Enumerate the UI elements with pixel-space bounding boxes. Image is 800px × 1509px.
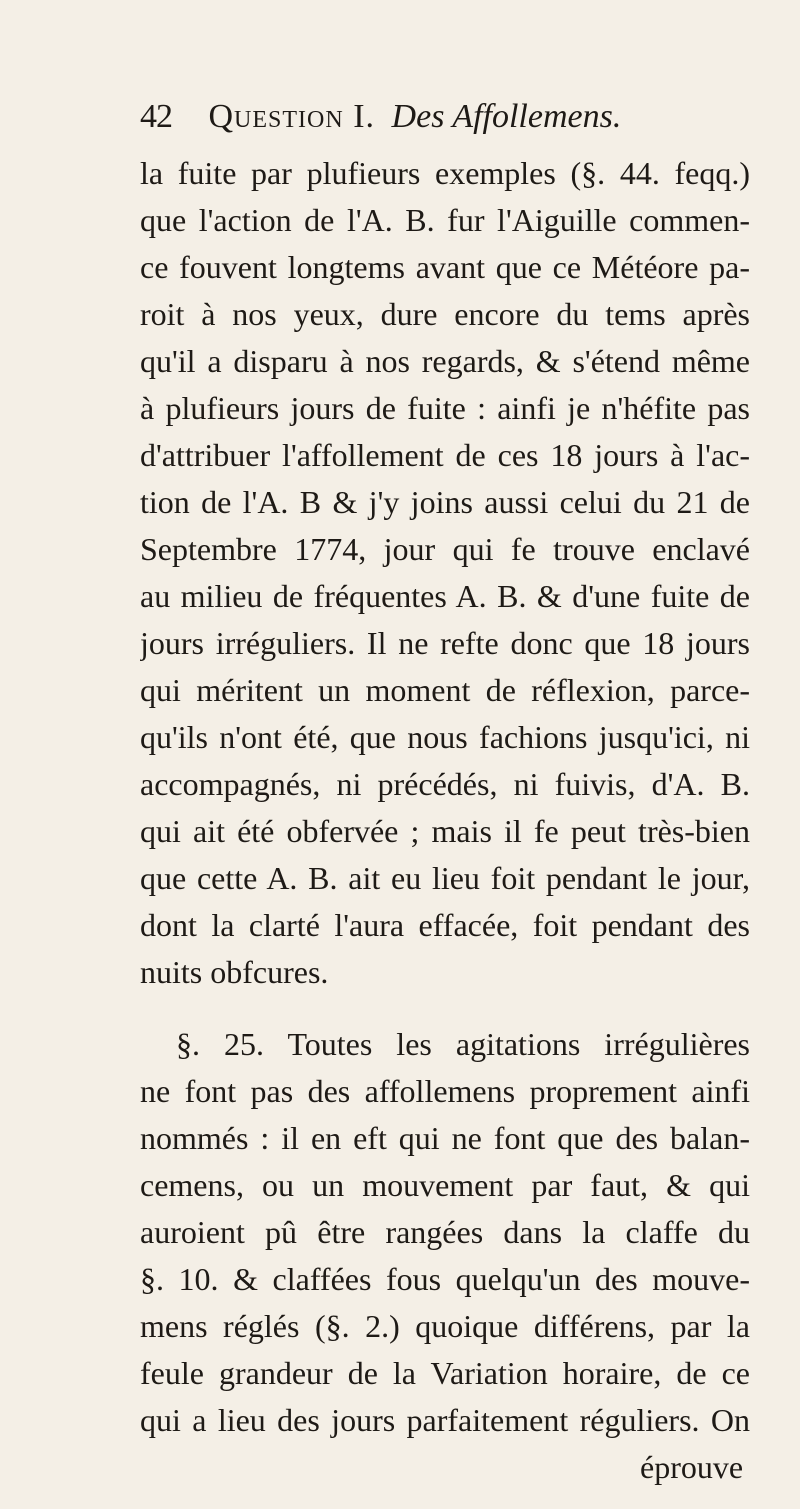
text-line-12: qui méritent un moment de réflexion, parce- xyxy=(140,672,750,708)
text-line-15: qui ait été obfervée ; mais il fe peut très-bien xyxy=(140,813,750,849)
text-line-21: nommés : il en eft qui ne font que des balan- xyxy=(140,1120,750,1156)
page-number: 42 xyxy=(140,98,172,135)
text-line-7: d'attribuer l'affollement de ces 18 jours à l'ac- xyxy=(140,437,750,473)
text-line-1: la fuite par plufieurs exemples (§. 44. feqq.) xyxy=(140,155,750,191)
text-line-17: dont la clarté l'aura effacée, foit pendant des xyxy=(140,907,750,943)
section-title: Des Affollemens. xyxy=(391,98,622,135)
text-line-4: roit à nos yeux, dure encore du tems après xyxy=(140,296,750,332)
running-header xyxy=(140,97,760,137)
text-line-10: au milieu de fréquentes A. B. & d'une fuite de xyxy=(140,578,750,614)
text-line-27: qui a lieu des jours parfaitement réguliers. On xyxy=(140,1402,750,1438)
text-line-26: feule grandeur de la Variation horaire, de ce xyxy=(140,1355,750,1391)
text-line-23: auroient pû être rangées dans la claffe du xyxy=(140,1214,750,1250)
text-line-6: à plufieurs jours de fuite : ainfi je n'héfite pas xyxy=(140,390,750,426)
text-line-18: nuits obfcures. xyxy=(140,954,329,990)
text-line-5: qu'il a disparu à nos regards, & s'étend même xyxy=(140,343,750,379)
text-line-20: ne font pas des affollemens proprement ainfi xyxy=(140,1073,750,1109)
text-line-14: accompagnés, ni précédés, ni fuivis, d'A. B. xyxy=(140,766,750,802)
paragraph-start-line: §. 25. Toutes les agitations irrégulières xyxy=(176,1026,750,1062)
text-line-25: mens réglés (§. 2.) quoique différens, par la xyxy=(140,1308,750,1344)
text-line-11: jours irréguliers. Il ne refte donc que 18 jours xyxy=(140,625,750,661)
text-line-24: §. 10. & claffées fous quelqu'un des mouve- xyxy=(140,1261,750,1297)
text-line-22: cemens, ou un mouvement par faut, & qui xyxy=(140,1167,750,1203)
text-line-9: Septembre 1774, jour qui fe trouve enclavé xyxy=(140,531,750,567)
text-line-3: ce fouvent longtems avant que ce Météore pa- xyxy=(140,249,750,285)
catchword: éprouve xyxy=(640,1449,744,1485)
text-line-13: qu'ils n'ont été, que nous fachions jusqu'ici, ni xyxy=(140,719,750,755)
question-label: Question I. xyxy=(208,98,376,135)
text-line-16: que cette A. B. ait eu lieu foit pendant le jour, xyxy=(140,860,750,896)
text-line-2: que l'action de l'A. B. fur l'Aiguille commen- xyxy=(140,202,750,238)
text-line-8: tion de l'A. B & j'y joins aussi celui du 21 de xyxy=(140,484,750,520)
